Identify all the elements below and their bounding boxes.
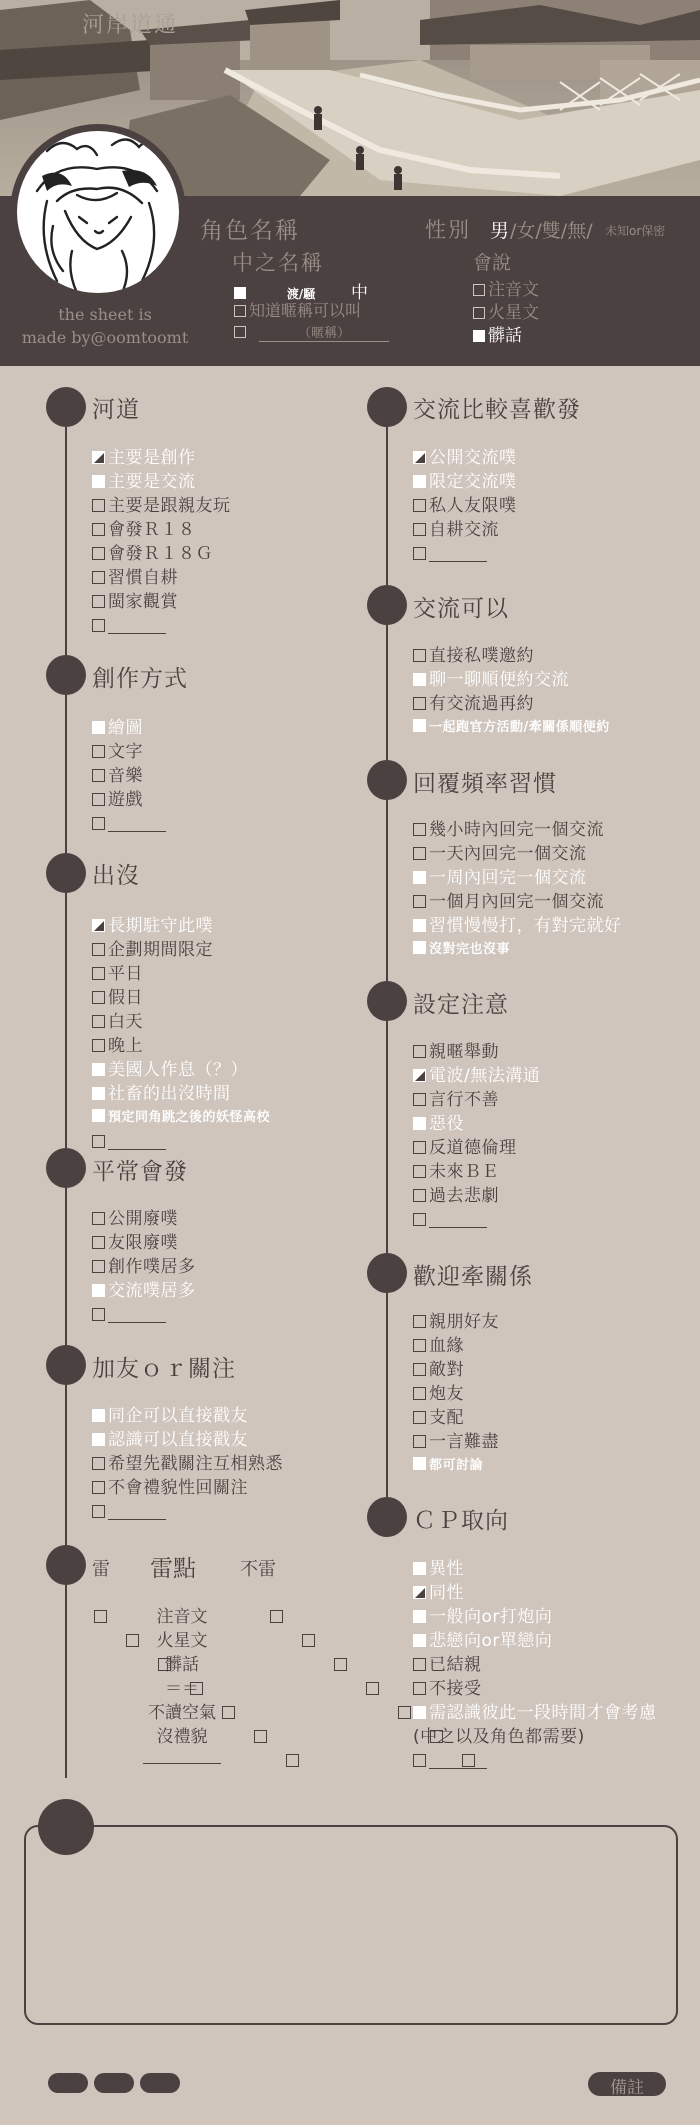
credit-line-2: made by@oomtoomt [21,328,189,347]
checkbox-label: 未來ＢＥ [429,1162,499,1182]
checkbox-empty-icon[interactable] [92,817,105,830]
checkbox-item[interactable] [413,1430,499,1454]
checkbox-filled-icon[interactable] [92,1409,105,1422]
checkbox-filled-icon[interactable] [413,475,426,488]
mine-checkbox-right[interactable] [398,1706,411,1719]
checkbox-label: 直接私噗邀約 [429,646,534,666]
checkbox-label: 遊戲 [108,790,143,810]
checkbox-label: 私人友限噗 [429,496,517,516]
checkbox-empty-icon[interactable] [92,1308,105,1321]
checkbox-empty-icon[interactable] [413,1682,426,1695]
checkbox-label: 異性 [429,1559,464,1579]
checkbox-item[interactable] [92,1034,270,1058]
checkbox-item-blank[interactable] [92,812,166,836]
section-dot [46,1148,86,1188]
checkbox-item[interactable] [92,1010,270,1034]
checkbox-label: 支配 [429,1408,464,1428]
checkbox-item[interactable] [413,914,622,938]
checkbox-empty-icon[interactable] [92,967,105,980]
blank-line-input[interactable] [108,1309,166,1323]
cp-list [413,1557,657,1773]
checkbox-item[interactable] [413,1136,540,1160]
mine-row-label: 注音文 [156,1607,208,1627]
checkbox-label: 一個月內回完一個交流 [429,892,604,912]
checkbox-empty-icon[interactable] [413,547,426,560]
checkbox-empty-icon[interactable] [92,745,105,758]
checkbox-item[interactable] [413,842,622,866]
section-title-setting: 設定注意 [413,992,509,1018]
mine-checkbox-left[interactable] [254,1730,267,1743]
reply-list [413,818,622,962]
mine-checkbox-right[interactable] [366,1682,379,1695]
checkbox-label: 主要是交流 [108,472,196,492]
section-dot [367,387,407,427]
checkbox-empty-icon[interactable] [413,847,426,860]
checkbox-label: 交流噗居多 [108,1281,196,1301]
gender-label: 性別 [425,218,471,242]
section-dot [46,1345,86,1385]
section-title-create: 創作方式 [92,666,188,692]
section-dot [46,387,86,427]
checkbox-checked-icon[interactable] [413,1586,426,1599]
checkbox-empty-icon[interactable] [413,523,426,536]
checkbox-item[interactable] [92,1476,283,1500]
checkbox-label: 主要是創作 [108,448,196,468]
checkbox-filled-icon[interactable] [413,941,426,954]
checkbox-item[interactable] [92,740,166,764]
role-name-label: 角色名稱 [200,218,300,244]
checkbox-label: 美國人作息（？） [108,1060,248,1080]
checkbox-label: 血緣 [429,1336,464,1356]
checkbox-item[interactable] [92,1106,270,1130]
footer-pill-3 [140,2073,180,2093]
checkbox-item[interactable] [92,1207,196,1231]
nickname-option-2[interactable]: 知道暱稱可以叫 [234,298,361,321]
checkbox-label: 公開交流噗 [429,448,517,468]
checkbox-item[interactable] [92,566,231,590]
checkbox-filled-icon[interactable] [413,1457,426,1470]
checkbox-empty-icon[interactable] [92,1505,105,1518]
checkbox-label: 聊一聊順便約交流 [429,670,569,690]
footer-pill-1 [48,2073,88,2093]
checkbox-item[interactable] [92,1058,270,1082]
checkbox-filled-icon[interactable] [413,871,426,884]
checkbox-empty-icon[interactable] [413,1411,426,1424]
checkbox-item[interactable] [92,1255,196,1279]
section-title-appear: 出沒 [92,863,140,889]
checkbox-item[interactable] [413,1581,657,1605]
checkbox-label: 同性 [429,1583,464,1603]
checkbox-label: 主要是跟親友玩 [108,496,231,516]
hedao-list [92,446,231,638]
checkbox-filled-icon[interactable] [413,719,426,732]
checkbox-item[interactable] [92,764,166,788]
checkbox-item[interactable] [92,1082,270,1106]
section-title-exchange: 交流比較喜歡發 [413,397,581,423]
checkbox-empty-icon[interactable] [413,1363,426,1376]
checkbox-filled-icon[interactable] [92,475,105,488]
speak-item-zhuyin[interactable]: 注音文 [473,275,539,300]
checkbox-empty-icon[interactable] [92,547,105,560]
checkbox-item[interactable] [413,716,610,740]
checkbox-filled-icon[interactable] [413,919,426,932]
checkbox-item-blank[interactable] [413,542,517,566]
checkbox-item[interactable] [413,518,517,542]
checkbox-empty-icon[interactable] [413,1045,426,1058]
section-title-reply: 回覆頻率習慣 [413,771,557,797]
checkbox-checked-icon[interactable] [413,1069,426,1082]
section-dot [367,760,407,800]
checkbox-empty-icon[interactable] [92,1039,105,1052]
checkbox-filled-icon[interactable] [92,721,105,734]
gender-selected[interactable]: 男 [490,220,510,242]
section-dot [367,1497,407,1537]
checkbox-empty-icon[interactable] [92,1481,105,1494]
checkbox-label: 反道德倫理 [429,1138,517,1158]
checkbox-label: 不接受 [429,1679,482,1699]
mine-checkbox-right[interactable] [334,1658,347,1671]
checkbox-empty[interactable] [473,284,485,296]
checkbox-empty-icon[interactable] [92,991,105,1004]
checkbox-item[interactable] [413,494,517,518]
section-title-exchange-ok: 交流可以 [413,596,509,622]
checkbox-empty-icon[interactable] [413,1315,426,1328]
checkbox-item[interactable] [92,446,231,470]
checkbox-label: (中之以及角色都需要) [413,1727,585,1747]
blank-line-input[interactable] [429,548,487,562]
checkbox-item[interactable] [92,1231,196,1255]
checkbox-label: 社畜的出沒時間 [108,1084,231,1104]
checkbox-label: 繪圖 [108,718,143,738]
blank-line-input[interactable] [143,1750,221,1764]
mine-row-label: ＝＝ [165,1679,199,1699]
checkbox-empty-icon[interactable] [413,1339,426,1352]
checkbox-filled-icon[interactable] [413,1634,426,1647]
checkbox-empty-icon[interactable] [92,571,105,584]
checkbox-filled-icon[interactable] [92,1284,105,1297]
footer-pill-2 [94,2073,134,2093]
checkbox-item[interactable] [413,866,622,890]
checkbox-item[interactable] [92,716,166,740]
checkbox-item[interactable] [413,668,610,692]
checkbox-item-blank[interactable] [413,1749,657,1773]
section-title-relation: 歡迎牽關係 [413,1264,533,1290]
section-title-mine: 雷點 [150,1556,196,1582]
checkbox-empty[interactable] [234,326,246,338]
checkbox-empty-icon[interactable] [413,1093,426,1106]
checkbox-item[interactable] [413,1605,657,1629]
checkbox-item[interactable] [92,542,231,566]
checkbox-item[interactable] [92,914,270,938]
notes-label: 備註 [610,2078,644,2098]
checkbox-label: 都可討論 [429,1458,484,1473]
checkbox-label: 親朋好友 [429,1312,499,1332]
gender-unknown-option[interactable]: 未知or保密 [605,224,666,238]
checkbox-item[interactable] [92,1452,283,1476]
checkbox-label: 長期駐守此噗 [108,916,213,936]
checkbox-label: 習慣慢慢打，有對完就好 [429,916,622,936]
checkbox-label: 預定同角跳之後的妖怪高校 [108,1110,271,1125]
setting-list [413,1040,540,1232]
checkbox-empty[interactable] [234,305,246,317]
mine-row-label: 沒禮貌 [156,1727,208,1747]
section-dot [367,981,407,1021]
checkbox-item[interactable] [413,1040,540,1064]
exchange-ok-list [413,644,610,740]
checkbox-filled-icon[interactable] [413,1706,426,1719]
checkbox-label: 公開廢噗 [108,1209,178,1229]
checkbox-label: 過去悲劇 [429,1186,499,1206]
checkbox-label: 會發Ｒ１８ [108,520,196,540]
checkbox-empty-icon[interactable] [413,1387,426,1400]
photo-title: 河岸道通 [82,13,179,38]
mine-row-label: 火星文 [156,1631,208,1651]
mine-row-label: 不讀空氣 [148,1703,216,1723]
section-dot [46,1545,86,1585]
checkbox-item-blank[interactable] [92,614,231,638]
checkbox-item[interactable] [413,1653,657,1677]
checkbox-item[interactable] [413,1310,499,1334]
speak-label: 會說 [473,252,512,274]
checkbox-item[interactable] [413,470,517,494]
checkbox-empty-icon[interactable] [92,1457,105,1470]
mine-row-label: 髒話 [165,1655,199,1675]
checkbox-empty-icon[interactable] [92,1135,105,1148]
avatar [17,131,179,293]
checkbox-filled-icon[interactable] [92,1087,105,1100]
checkbox-item[interactable] [413,890,622,914]
checkbox-item[interactable] [413,1454,499,1478]
checkbox-empty-icon[interactable] [92,769,105,782]
checkbox-label: 不會禮貌性回關注 [108,1478,248,1498]
checkbox-item[interactable] [413,1112,540,1136]
checkbox-empty-icon[interactable] [92,1212,105,1225]
checkbox-item[interactable] [92,962,270,986]
checkbox-item[interactable] [413,644,610,668]
checkbox-item[interactable] [413,446,517,470]
speak-item-martian[interactable]: 火星文 [473,298,539,323]
mine-left-label: 雷 [92,1559,110,1580]
checkbox-empty-icon[interactable] [413,1213,426,1226]
friend-list [92,1404,283,1524]
checkbox-filled-icon[interactable] [92,1063,105,1076]
checkbox-label: 一起跑官方活動/牽關係順便約 [429,720,610,735]
checkbox-empty-icon[interactable] [413,823,426,836]
section-dot [367,1253,407,1293]
checkbox-label: 友限廢噗 [108,1233,178,1253]
notes-textarea[interactable] [24,1825,678,2025]
checkbox-item[interactable] [92,494,231,518]
gender-options[interactable]: /女/雙/無/ [510,220,593,242]
checkbox-empty-icon[interactable] [92,1260,105,1273]
checkbox-empty-icon[interactable] [92,499,105,512]
checkbox-label: 一天內回完一個交流 [429,844,587,864]
checkbox-empty-icon[interactable] [92,1015,105,1028]
checkbox-filled-icon[interactable] [413,1117,426,1130]
blank-line-input[interactable] [429,1755,487,1769]
checkbox-empty-icon[interactable] [413,1658,426,1671]
section-dot [46,655,86,695]
nickname-label: 中之名稱 [232,251,324,275]
checkbox-item[interactable] [92,1404,283,1428]
checkbox-empty-icon[interactable] [413,649,426,662]
checkbox-label: 需認識彼此一段時間才會考慮 [429,1703,657,1723]
exchange-list [413,446,517,566]
checkbox-item[interactable] [413,818,622,842]
checkbox-item[interactable] [413,1701,657,1725]
checkbox-item[interactable] [92,1279,196,1303]
mine-checkbox-left[interactable] [94,1610,107,1623]
checkbox-item-blank[interactable] [92,1130,270,1154]
checkbox-label: 文字 [108,742,143,762]
checkbox-label: 一周內回完一個交流 [429,868,587,888]
section-dot [367,585,407,625]
checkbox-item[interactable] [92,518,231,542]
checkbox-item[interactable] [413,1160,540,1184]
checkbox-item[interactable] [413,1677,657,1701]
checkbox-label: 已結親 [429,1655,482,1675]
section-title-hedao: 河道 [92,397,140,423]
checkbox-item-blank[interactable] [413,1208,540,1232]
checkbox-label: 沒對完也沒事 [429,942,511,957]
checkbox-empty-icon[interactable] [92,523,105,536]
post-list [92,1207,196,1327]
checkbox-label: 習慣自耕 [108,568,178,588]
checkbox-label: 有交流過再約 [429,694,534,714]
checkbox-label: 言行不善 [429,1090,499,1110]
checkbox-filled-icon[interactable] [92,1109,105,1122]
nickname-option-1[interactable]: 渡/騒 中 [234,278,368,303]
checkbox-label: 敵對 [429,1360,464,1380]
checkbox-label: 同企可以直接戳友 [108,1406,248,1426]
checkbox-label: 悲戀向or單戀向 [429,1631,553,1651]
checkbox-item[interactable] [413,692,610,716]
checkbox-empty-icon[interactable] [413,1141,426,1154]
checkbox-item[interactable] [413,1334,499,1358]
checkbox-item[interactable] [92,1428,283,1452]
checkbox-checked-icon[interactable] [92,451,105,464]
checkbox-item-blank[interactable] [92,1303,196,1327]
nickname-option-3[interactable]: （暱稱） [234,322,389,342]
appear-list [92,914,270,1154]
mine-checkbox-right[interactable] [270,1610,283,1623]
checkbox-item[interactable] [413,938,622,962]
checkbox-label: 幾小時內回完一個交流 [429,820,604,840]
checkbox-empty-icon[interactable] [413,895,426,908]
checkbox-empty[interactable] [473,307,485,319]
checkbox-item[interactable] [413,1184,540,1208]
checkbox-label: 閩家觀賞 [108,592,178,612]
checkbox-empty-icon[interactable] [413,1189,426,1202]
blank-line-input[interactable] [108,1506,166,1520]
checkbox-item[interactable] [413,1725,657,1749]
checkbox-label: 電波/無法溝通 [429,1066,541,1086]
checkbox-item[interactable] [413,1557,657,1581]
checkbox-label: 親暱舉動 [429,1042,499,1062]
section-title-cp: ＣＰ取向 [413,1508,509,1534]
checkbox-label: 希望先戳關注互相熟悉 [108,1454,283,1474]
checkbox-label: 晚上 [108,1036,143,1056]
checkbox-empty-icon[interactable] [413,1435,426,1448]
checkbox-item[interactable] [413,1088,540,1112]
checkbox-item[interactable] [92,938,270,962]
notes-dot [38,1799,94,1855]
checkbox-label: 限定交流噗 [429,472,517,492]
checkbox-empty-icon[interactable] [413,499,426,512]
section-title-post: 平常會發 [92,1159,188,1185]
checkbox-empty-icon[interactable] [92,595,105,608]
create-list [92,716,166,836]
blank-line-input[interactable] [108,1136,166,1150]
checkbox-item-blank[interactable] [92,1500,283,1524]
right-timeline [386,408,388,1528]
checkbox-label: 惡役 [429,1114,464,1134]
checkbox-filled-icon[interactable] [413,673,426,686]
checkbox-item[interactable] [413,1406,499,1430]
mine-checkbox-right[interactable] [302,1634,315,1647]
credit-line-1: the sheet is [58,305,152,324]
checkbox-checked-icon[interactable] [92,919,105,932]
checkbox-item[interactable] [413,1064,540,1088]
checkbox-empty-icon[interactable] [92,1236,105,1249]
mine-row-blank [130,1746,234,1766]
checkbox-item[interactable] [413,1382,499,1406]
notes-label-pill [588,2072,666,2096]
checkbox-item[interactable] [413,1629,657,1653]
blank-line-input[interactable] [108,620,166,634]
checkbox-label: 會發Ｒ１８Ｇ [108,544,213,564]
checkbox-item[interactable] [413,1358,499,1382]
checkbox-label: 認識可以直接戳友 [108,1430,248,1450]
blank-line-input[interactable] [108,818,166,832]
character-sketch-icon [17,131,179,293]
checkbox-label: 炮友 [429,1384,464,1404]
section-dot [46,853,86,893]
checkbox-label: 企劃期間限定 [108,940,213,960]
checkbox-item[interactable] [92,986,270,1010]
checkbox-label: 白天 [108,1012,143,1032]
checkbox-label: 一般向or打炮向 [429,1607,553,1627]
checkbox-item[interactable] [92,470,231,494]
checkbox-filled[interactable] [473,330,485,342]
checkbox-label: 自耕交流 [429,520,499,540]
relation-list [413,1310,499,1478]
checkbox-checked-icon[interactable] [413,451,426,464]
checkbox-label: 一言難盡 [429,1432,499,1452]
section-title-friend: 加友ｏｒ關注 [92,1356,236,1382]
checkbox-label: 創作噗居多 [108,1257,196,1277]
mine-checkbox-left[interactable] [286,1754,299,1767]
checkbox-label: 平日 [108,964,143,984]
checkbox-item[interactable] [92,590,231,614]
checkbox-empty-icon[interactable] [92,619,105,632]
speak-item-swear[interactable]: 髒話 [473,321,522,346]
checkbox-empty-icon[interactable] [92,943,105,956]
checkbox-empty-icon[interactable] [413,1165,426,1178]
checkbox-item[interactable] [92,788,166,812]
checkbox-filled-icon[interactable] [413,1562,426,1575]
blank-line-input[interactable] [429,1214,487,1228]
checkbox-label: 假日 [108,988,143,1008]
checkbox-empty-icon[interactable] [413,1754,426,1767]
checkbox-label: 音樂 [108,766,143,786]
checkbox-empty-icon[interactable] [92,793,105,806]
checkbox-filled-icon[interactable] [413,1610,426,1623]
mine-right-label: 不雷 [240,1559,276,1580]
checkbox-filled-icon[interactable] [92,1433,105,1446]
checkbox-empty-icon[interactable] [413,697,426,710]
